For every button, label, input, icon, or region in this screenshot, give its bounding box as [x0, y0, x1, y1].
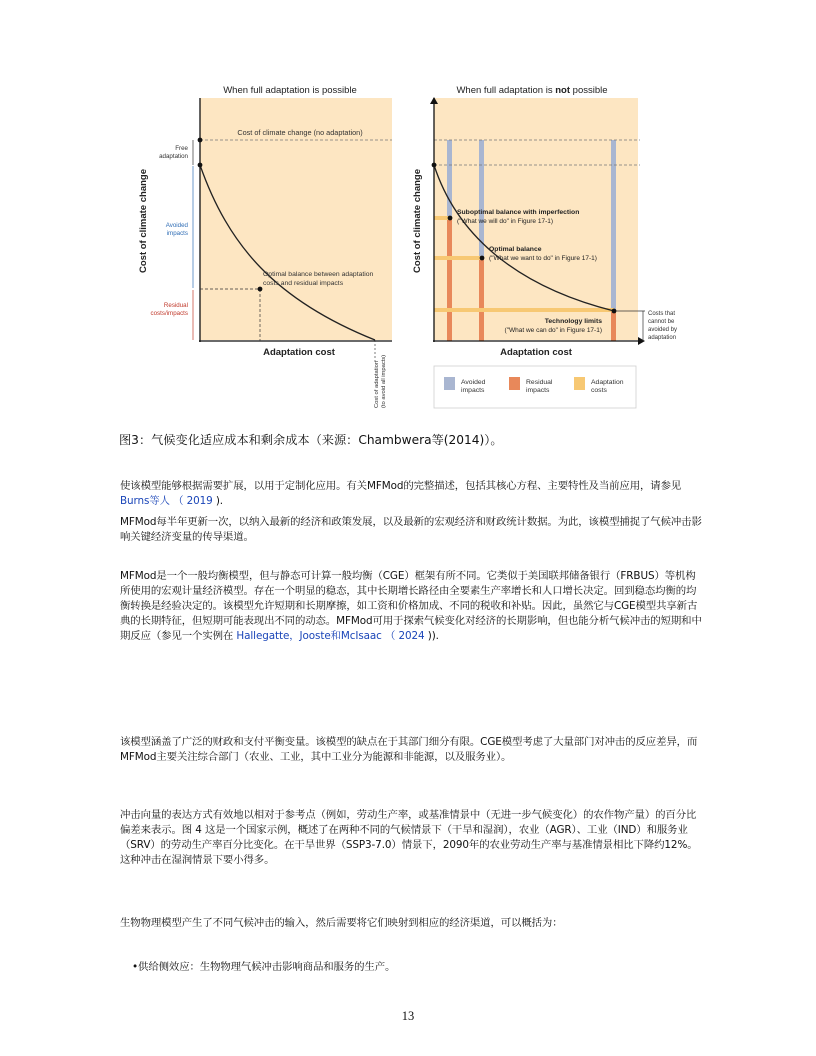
left-optimal-point: [258, 287, 263, 292]
costs-note-3: avoided by: [648, 327, 678, 333]
free-adaptation-label-2: adaptation: [159, 153, 188, 160]
left-x-axis-label: Adaptation cost: [263, 347, 335, 358]
paragraph-3-text: MFMod是一个一般均衡模型，但与静态可计算一般均衡（CGE）框架有所不同。它类似于美国联邦储备银行（FRBUS）等机构所使用的宏观计量经济模型。存在一个明显的稳态，其中长期增长路径由全要素生产率增长和人口增长决定。回到稳态均衡的均衡转换是经验决定的。该模型允许短期和长期摩擦，如工资和价格加成、不同的税收和补贴。因此，虽然它与CGE模型共享新古典的长期特征，但短期可能表现出不同的动态。MFMod可用于探索气候变化对经济的长期影响，但也能分析气候冲击的短期和中期反应（参见一个实例在: [120, 570, 702, 642]
adaptation-cost-bar-3: [434, 308, 614, 312]
left-top-point: [198, 138, 203, 143]
legend-avoided-1: Avoided: [461, 379, 486, 386]
residual-label-2: costs/impacts: [150, 310, 188, 317]
right-panel-title: When full adaptation is not possible: [456, 85, 608, 96]
adaptation-cost-bar-2: [434, 256, 482, 260]
suboptimal-point: [448, 216, 453, 221]
legend-swatch-residual: [509, 377, 520, 390]
left-panel-title: When full adaptation is possible: [223, 85, 357, 96]
burns-citation-link[interactable]: Burns等人 （ 2019: [120, 495, 216, 507]
costs-note-2: cannot be: [648, 319, 675, 325]
paragraph-6: 生物物理模型产生了不同气候冲击的输入，然后需要将它们映射到相应的经济渠道，可以概括为：: [120, 917, 563, 929]
bullet-supply-side: •供给侧效应：生物物理气候冲击影响商品和服务的生产。: [132, 961, 396, 973]
avoided-impacts-label-1: Avoided: [165, 222, 188, 229]
left-no-adaptation-label: Cost of climate change (no adaptation): [237, 128, 363, 137]
right-curve-start-point: [432, 163, 437, 168]
paragraph-1-tail: ).: [215, 495, 223, 507]
legend-residual-1: Residual: [526, 379, 553, 386]
residual-bar-3: [611, 311, 616, 341]
paragraph-3-tail: )).: [427, 630, 439, 642]
residual-bar-1: [447, 218, 452, 341]
legend-adaptation-1: Adaptation: [591, 379, 624, 386]
optimal-note-1: Optimal balance between adaptation: [263, 271, 374, 278]
legend-swatch-adaptation: [574, 377, 585, 390]
optimal-label-1: Optimal balance: [489, 246, 542, 253]
suboptimal-label-2: ("What we will do" in Figure 17-1): [457, 218, 554, 225]
optimal-point: [480, 256, 485, 261]
right-y-axis-label: Cost of climate change: [412, 169, 423, 273]
paragraph-4: 该模型涵盖了广泛的财政和支付平衡变量。该模型的缺点在于其部门细分有限。CGE模型考虑了大量部门对冲击的反应差异，而MFMod主要关注综合部门（农业、工业，其中工业分为能源和非能源，以及服务业）。: [120, 736, 698, 763]
residual-bar-2: [479, 258, 484, 341]
paragraph-5: 冲击向量的表达方式有效地以相对于参考点（例如，劳动生产率，或基准情景中（无进一步气候变化）的农作物产量）的百分比偏差来表示。图 4 这是一个国家示例，概述了在两种不同的气候情景下（干旱和湿润），农业（AGR）、工业（IND）和服务业（SRV）的劳动生产率百分比变化。在干旱世界（SSP3-7.0）情景下，2090年的农业劳动生产率与基准情景相比下降约12%。这种冲击在湿润情景下要小得多。: [120, 809, 698, 866]
right-x-axis-label: Adaptation cost: [500, 347, 572, 358]
left-y-axis-label: Cost of climate change: [138, 169, 149, 273]
adaptation-cost-figure: [0, 0, 816, 425]
optimal-label-2: ("What we want to do" in Figure 17-1): [489, 255, 597, 262]
rotated-note-1: Cost of adaptation: [374, 360, 380, 408]
paragraph-1-text: 使该模型能够根据需要扩展，以用于定制化应用。有关MFMod的完整描述，包括其核心方程、主要特性及当前应用，请参见: [120, 480, 682, 492]
page-number: 13: [401, 1009, 415, 1023]
avoided-impacts-label-2: impacts: [166, 230, 188, 237]
tech-limits-label-2: ("What we can do" in Figure 17-1): [504, 327, 602, 334]
free-adaptation-label-1: Free: [175, 145, 188, 152]
figure-caption: 图3：气候变化适应成本和剩余成本（来源：Chambwera等(2014)）。: [119, 433, 503, 447]
legend-swatch-avoided: [444, 377, 455, 390]
tech-limits-label-1: Technology limits: [544, 318, 602, 325]
rotated-note-2: (to avoid all impacts): [381, 354, 387, 408]
left-curve-start-point: [198, 163, 203, 168]
hallegatte-citation-link[interactable]: Hallegatte，Jooste和McIsaac （ 2024: [236, 630, 428, 642]
legend-adaptation-2: costs: [591, 387, 607, 394]
legend-avoided-2: impacts: [461, 387, 485, 394]
optimal-note-2: costs and residual impacts: [263, 280, 344, 287]
residual-label-1: Residual: [163, 302, 188, 309]
suboptimal-label-1: Suboptimal balance with imperfection: [457, 209, 580, 216]
costs-note-4: adaptation: [648, 335, 677, 341]
paragraph-2: MFMod每半年更新一次，以纳入最新的经济和政策发展，以及最新的宏观经济和财政统计数据。为此，该模型捕捉了气候冲击影响关键经济变量的传导渠道。: [120, 516, 702, 543]
right-x-axis-arrow: [638, 337, 645, 345]
paragraph-1: [120, 479, 702, 509]
costs-note-1: Costs that: [648, 311, 676, 317]
technology-limit-point: [612, 309, 617, 314]
legend-residual-2: impacts: [526, 387, 550, 394]
paragraph-3: [120, 569, 702, 644]
